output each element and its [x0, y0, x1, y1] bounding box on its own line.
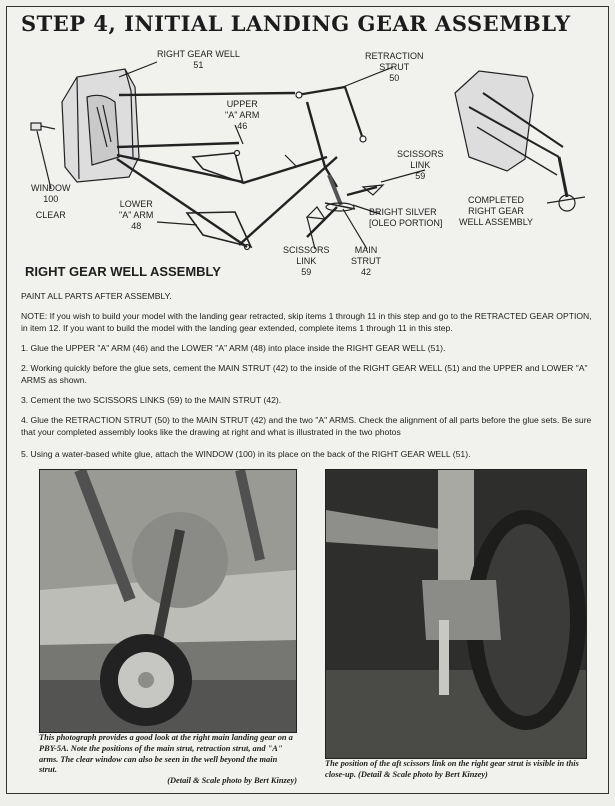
caption-right: The position of the aft scissors link on the right gear strut is visible in this close-up. (Detail & Scale photo by Bert Kinzey) [325, 759, 579, 779]
label-scissors-link-upper: SCISSORS LINK 59 [397, 149, 444, 181]
step-2: 2. Working quickly before the glue sets, cement the MAIN STRUT (42) to the inside of the RIGHT GEAR WELL (51) and the UPPER and LOWER "A" ARMS as shown. [21, 363, 588, 385]
label-window: WINDOW 100 CLEAR [31, 183, 71, 220]
step-3: 3. Cement the two SCISSORS LINKS (59) to the MAIN STRUT (42). [21, 395, 282, 405]
label-completed-assembly: COMPLETED RIGHT GEAR WELL ASSEMBLY [459, 195, 534, 227]
caption-left: This photograph provides a good look at the right main landing gear on a PBY-5A. Note the positions of the main strut, retraction strut, and "A" arms. The clear window can also be seen in the well beyond the main strut. (Detail & Scale photo by Bert Kinzey) [39, 733, 297, 786]
instruction-page [6, 6, 609, 794]
scissors-link-lower-part [307, 207, 325, 219]
section-heading: RIGHT GEAR WELL ASSEMBLY [25, 264, 221, 279]
step-4: 4. Glue the RETRACTION STRUT (50) to the MAIN STRUT (42) and the two "A" ARMS. Check the alignment of all parts before the glue sets. Be sure that your completed assembly looks like the drawing at right and what is illustrated in the two photos [21, 415, 592, 437]
photo-left-image [40, 470, 296, 732]
assembly-note: NOTE: If you wish to build your model with the landing gear retracted, skip items 1 through 11 in this step and go to the RETRACTED GEAR OPTION, in item 12. If you want to build the model with the landing gear extended, complete items 1 through 11 in this step. [21, 311, 592, 333]
retraction-strut-part [296, 87, 366, 142]
page-title: STEP 4, INITIAL LANDING GEAR ASSEMBLY [21, 11, 571, 36]
completed-assembly-drawing [455, 71, 585, 211]
label-scissors-link-lower: SCISSORS LINK 59 [283, 245, 330, 277]
photo-right-image [326, 470, 586, 758]
window-part [31, 123, 55, 130]
label-main-strut: MAIN STRUT 42 [351, 245, 381, 277]
label-right-gear-well: RIGHT GEAR WELL 51 [157, 49, 240, 70]
step-1: 1. Glue the UPPER "A" ARM (46) and the LOWER "A" ARM (48) into place inside the RIGHT GEAR WELL (51). [21, 343, 446, 353]
photo-left-gear [39, 469, 297, 733]
label-retraction-strut: RETRACTION STRUT 50 [365, 51, 424, 83]
paint-note: PAINT ALL PARTS AFTER ASSEMBLY. [21, 291, 172, 301]
step-5: 5. Using a water-based white glue, attach the WINDOW (100) in its place on the back of the RIGHT GEAR WELL (51). [21, 449, 471, 459]
upper-a-arm-part [193, 151, 243, 184]
label-upper-a-arm: UPPER "A" ARM 46 [225, 99, 260, 131]
label-lower-a-arm: LOWER "A" ARM 48 [119, 199, 154, 231]
label-bright-silver: BRIGHT SILVER [OLEO PORTION] [369, 207, 443, 228]
photo-right-gear [325, 469, 587, 759]
